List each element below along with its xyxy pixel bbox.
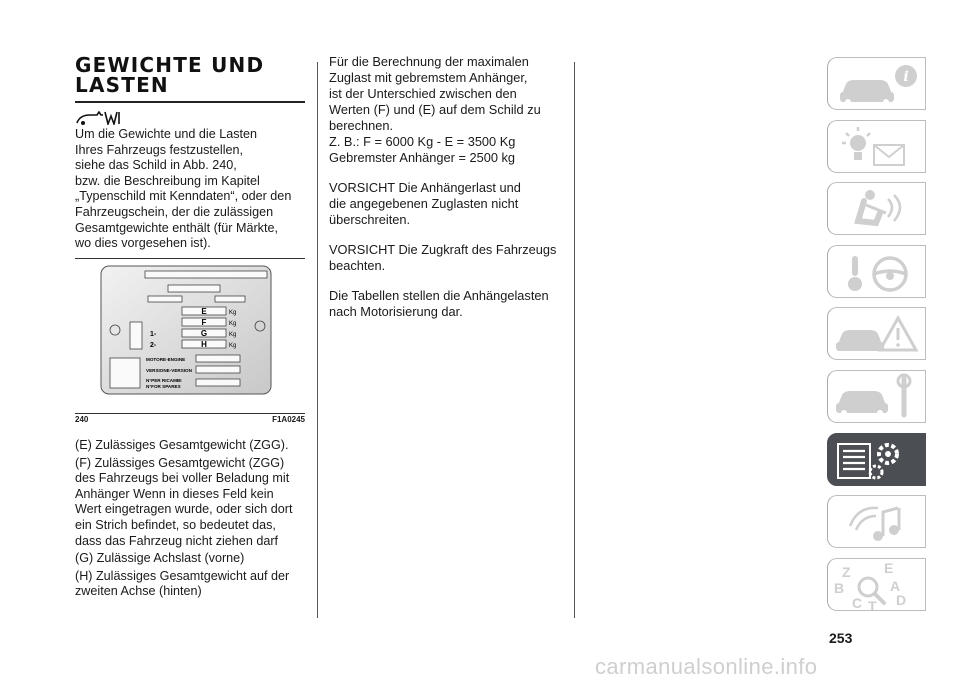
index-letter-a: A <box>890 577 901 594</box>
text-line: berechnen. <box>329 118 394 133</box>
plate-prefix-2: 2- <box>150 342 157 349</box>
index-letter-z: Z <box>842 563 851 580</box>
multimedia-note-icon <box>828 496 926 548</box>
text-line: Zuglast mit gebremstem Anhänger, <box>329 70 528 85</box>
warning-text: überschreiten. <box>329 212 411 227</box>
intro-line: Fahrzeugschein, der die zulässigen <box>75 204 274 219</box>
tab-maintenance[interactable] <box>827 370 926 423</box>
legend-item-h: (H) Zulässiges Gesamtgewicht auf der <box>75 568 290 583</box>
text-line: Die Tabellen stellen die Anhängelasten <box>329 288 549 303</box>
tab-car-info[interactable] <box>827 57 926 110</box>
tab-key-steering[interactable] <box>827 245 926 298</box>
svg-text:i: i <box>903 69 909 85</box>
plate-label-engine: MOTORE-ENGINE <box>146 357 186 362</box>
figure-caption <box>75 413 305 426</box>
text-line: Für die Berechnung der maximalen <box>329 54 529 69</box>
legend-item-f-cont: ein Strich befindet, so bedeutet das, <box>75 517 276 532</box>
intro-line: Gesamtgewichte enthält (für Märkte, <box>75 220 278 235</box>
chapter-tabs <box>827 57 928 620</box>
tab-index[interactable] <box>827 558 926 611</box>
plate-unit: Kg <box>229 343 237 349</box>
warning-text: beachten. <box>329 258 386 273</box>
index-letter-d: D <box>896 591 907 608</box>
plate-label-spares-1: N°PER RICAMBI <box>146 378 182 383</box>
plate-label-version: VERSIONE-VERSION <box>146 368 192 373</box>
heading-rule <box>75 101 305 103</box>
text-line: ist der Unterschied zwischen den <box>329 86 517 101</box>
section-heading-line-1: GEWICHTE UND <box>75 53 265 77</box>
example-line: Z. B.: F = 6000 Kg - E = 3500 Kg <box>329 134 516 149</box>
intro-line: Um die Gewichte und die Lasten <box>75 127 258 141</box>
legend-item-f-cont: Anhänger Wenn in dieses Feld kein <box>75 486 274 501</box>
figure-code: F1A0245 <box>272 415 305 424</box>
index-letter-t: T <box>868 597 877 612</box>
seat-airbag-icon <box>828 183 926 235</box>
plate-prefix-1: 1- <box>150 331 157 338</box>
plate-letter-f: F <box>201 318 207 327</box>
legend-item-g: (G) Zulässige Achslast (vorne) <box>75 551 245 566</box>
intro-line: wo dies vorgesehen ist). <box>75 236 211 251</box>
text-line: Werten (F) und (E) auf dem Schild zu <box>329 102 541 117</box>
plate-unit: Kg <box>229 332 237 338</box>
legend-item-e: (E) Zulässiges Gesamtgewicht (ZGG). <box>75 438 289 452</box>
legend-item-f: (F) Zulässiges Gesamtgewicht (ZGG) <box>75 455 285 470</box>
eco-car-icon <box>75 111 123 125</box>
car-wrench-icon <box>828 371 926 423</box>
text-line: nach Motorisierung dar. <box>329 304 463 319</box>
tab-warning-lights[interactable] <box>827 120 926 173</box>
legend-item-f-cont: Wert eingetragen wurde, oder sich dort <box>75 502 293 517</box>
intro-line: „Typenschild mit Kenndaten“, oder den <box>75 189 292 204</box>
legend-list <box>75 438 307 602</box>
car-info-icon <box>828 58 926 110</box>
key-steering-wheel-icon <box>828 246 926 298</box>
identification-plate-figure <box>100 265 272 395</box>
tab-multimedia[interactable] <box>827 495 926 548</box>
index-letter-c: C <box>852 594 863 611</box>
warning-text: VORSICHT Die Zugkraft des Fahrzeugs <box>329 242 557 257</box>
column-divider-2 <box>574 62 575 618</box>
tab-technical-data[interactable] <box>827 433 926 486</box>
section-gewichte-und-lasten <box>75 55 305 259</box>
intro-paragraph <box>75 127 305 252</box>
legend-item-f-cont: des Fahrzeugs bei voller Beladung mit <box>75 471 290 486</box>
plate-label-spares-2: N°FOR SPARES <box>146 384 181 389</box>
tab-emergency[interactable] <box>827 307 926 360</box>
intro-line: Ihres Fahrzeugs festzustellen, <box>75 142 243 157</box>
figure-top-rule <box>75 258 305 259</box>
intro-line: bzw. die Beschreibung im Kapitel <box>75 173 260 188</box>
car-hazard-icon <box>828 308 926 360</box>
index-letter-b: B <box>834 579 845 596</box>
index-letter-e: E <box>884 559 894 576</box>
warning-text: VORSICHT Die Anhängerlast und <box>329 180 521 195</box>
list-gears-icon <box>828 434 926 486</box>
legend-item-f-cont: dass das Fahrzeug nicht ziehen darf <box>75 533 279 548</box>
tab-seats-airbags[interactable] <box>827 182 926 235</box>
plate-letter-g: G <box>200 329 208 338</box>
plate-unit: Kg <box>229 321 237 327</box>
watermark: carmanualsonline.info <box>595 654 818 679</box>
plate-letter-h: H <box>201 340 207 349</box>
alphabet-index-icon <box>828 559 926 611</box>
calculation-section <box>329 54 567 320</box>
page-number: 253 <box>829 630 853 646</box>
legend-item-h-cont: zweiten Achse (hinten) <box>75 584 202 599</box>
figure-number: 240 <box>75 415 89 424</box>
plate-letter-e: E <box>201 307 207 316</box>
section-heading-line-2: LASTEN <box>75 73 169 97</box>
example-result: Gebremster Anhänger = 2500 kg <box>329 150 516 165</box>
intro-line: siehe das Schild in Abb. 240, <box>75 158 237 173</box>
warning-lights-message-icon <box>828 121 926 173</box>
warning-text: die angegebenen Zuglasten nicht <box>329 196 519 211</box>
column-divider-1 <box>317 62 318 618</box>
plate-unit: Kg <box>229 310 237 316</box>
